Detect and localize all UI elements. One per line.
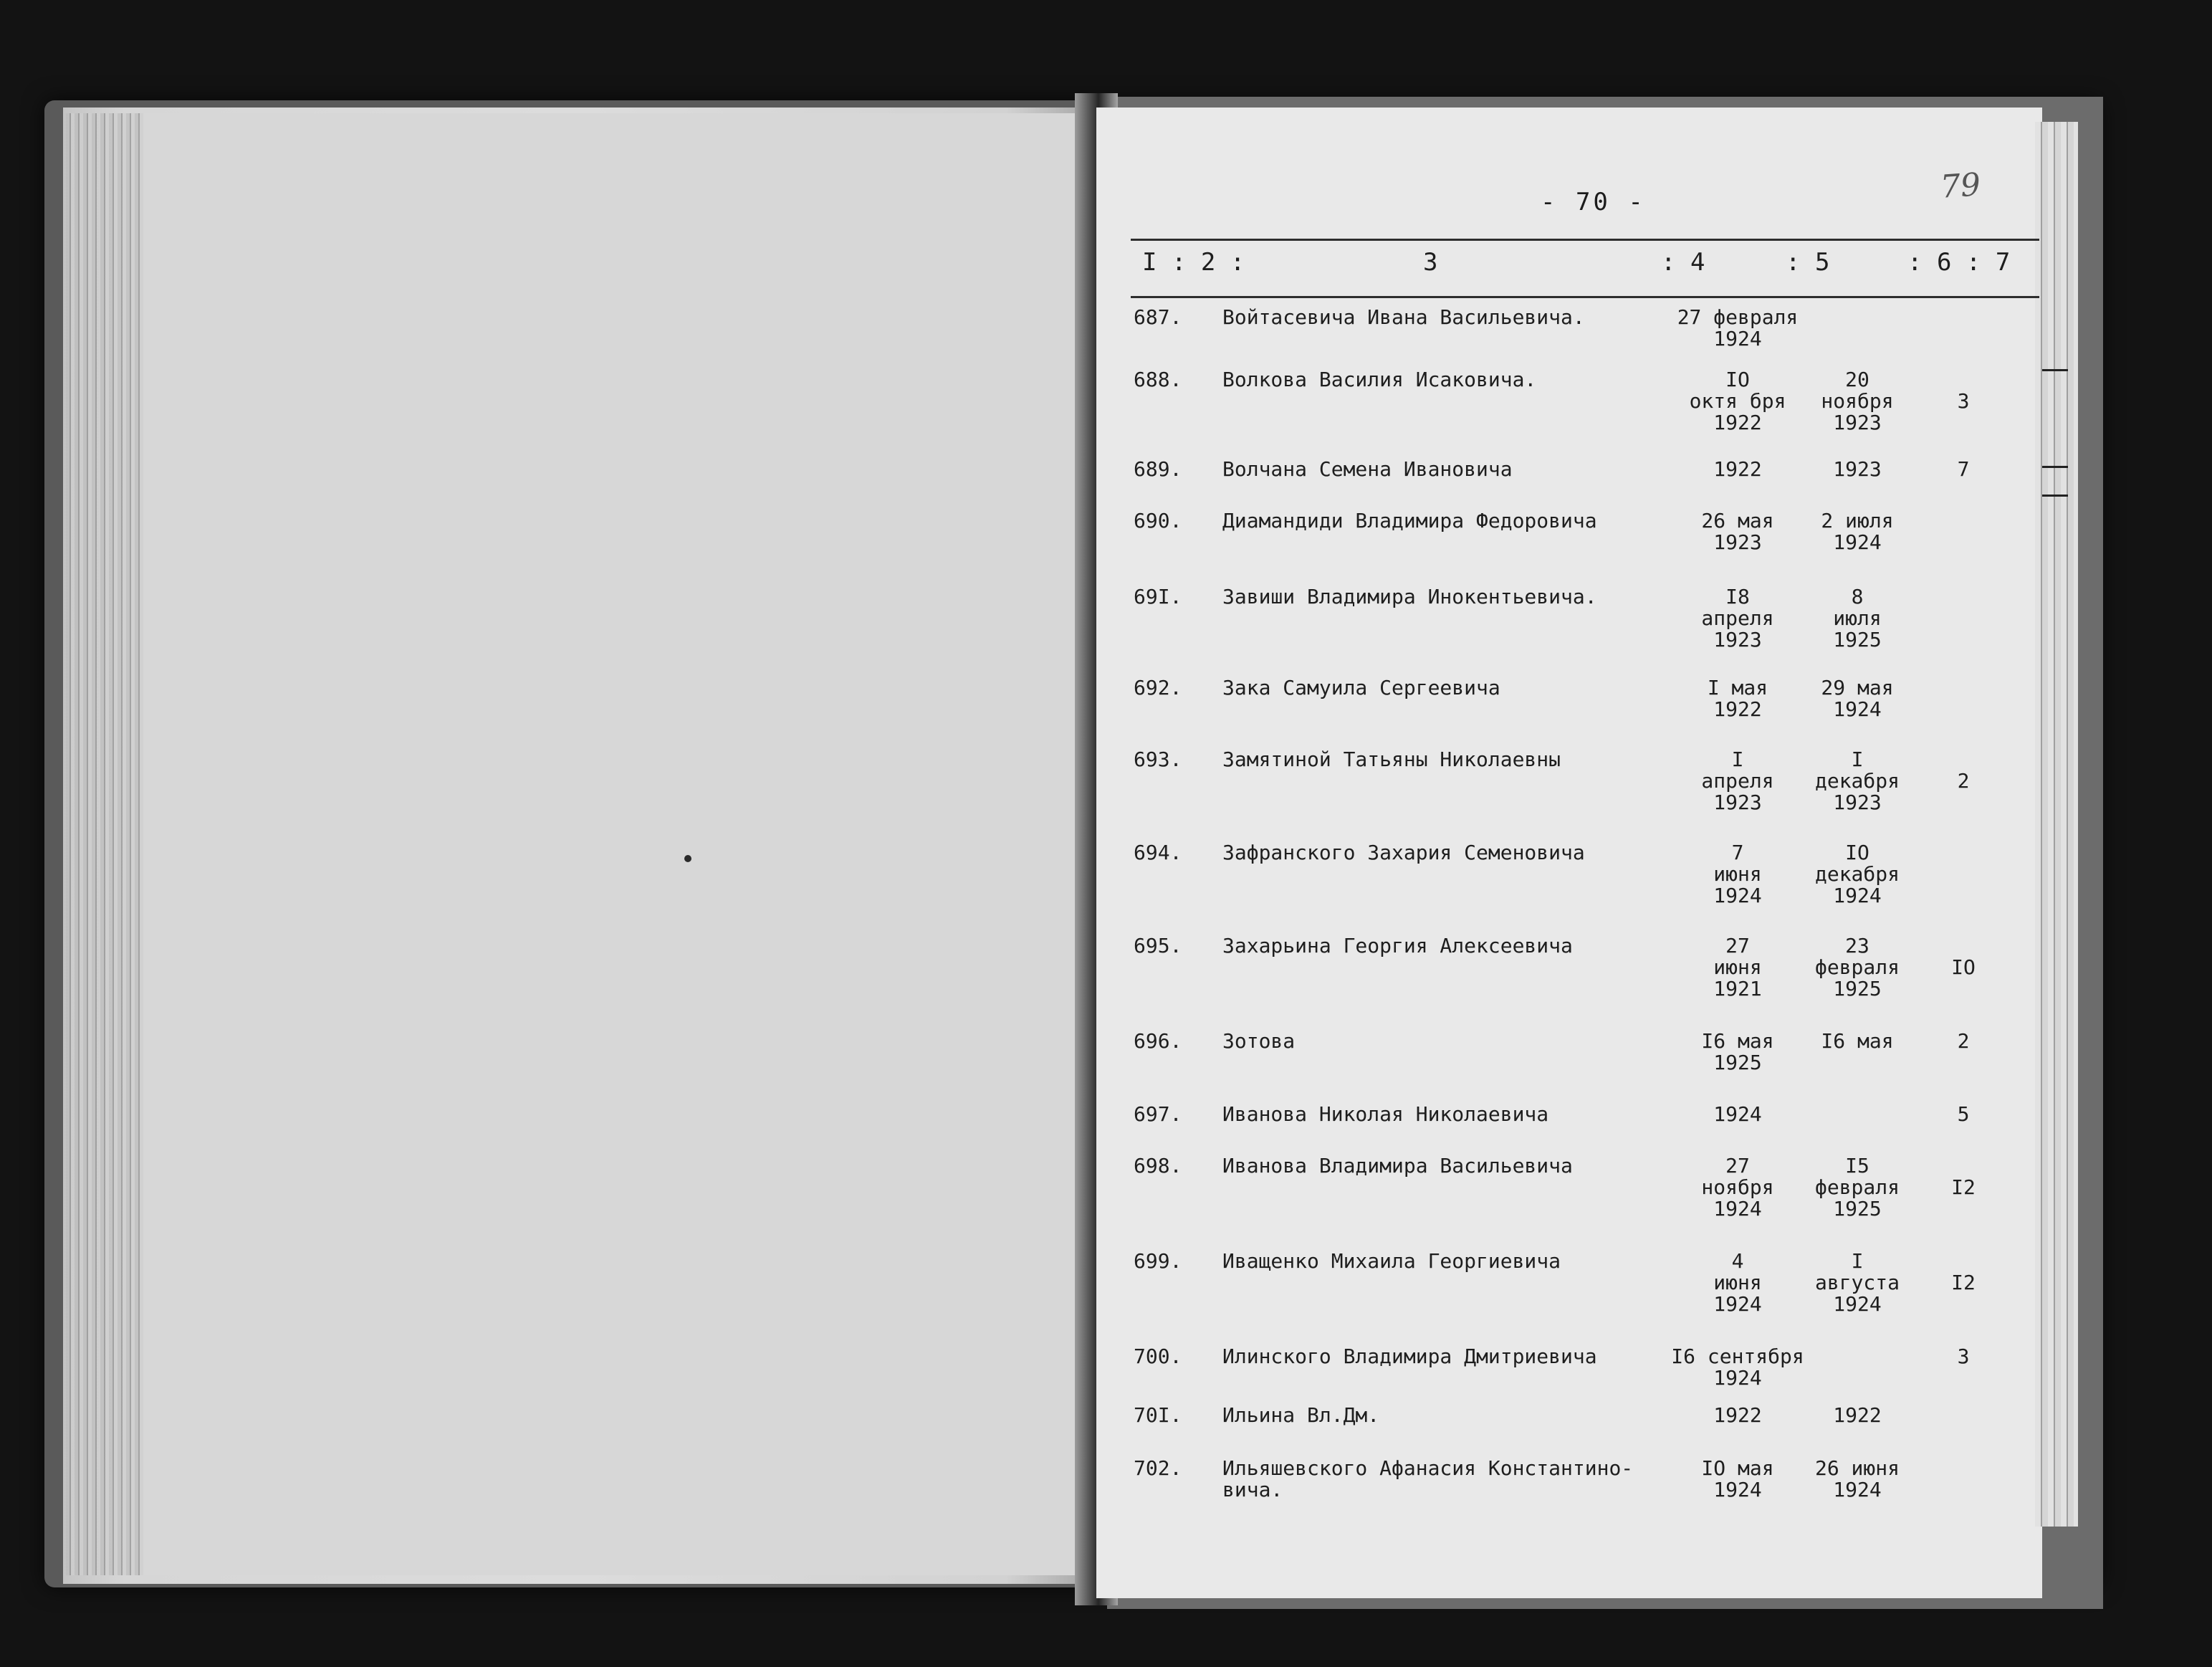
date-column-4-line: апреля <box>1701 606 1774 630</box>
record-number: 687. <box>1134 305 1182 329</box>
record-number: 689. <box>1134 457 1182 481</box>
date-column-4-line: I мая <box>1707 676 1768 699</box>
person-name <box>1222 1104 1548 1125</box>
person-name-line: Иванова Владимира Васильевича <box>1222 1154 1573 1178</box>
date-column-5-line: I5 <box>1845 1154 1869 1178</box>
person-name-line: Завиши Владимира Инокентьевича. <box>1222 585 1597 608</box>
date-column-5-line: 1924 <box>1833 1292 1882 1316</box>
date-column-5-line: 1925 <box>1833 1197 1882 1221</box>
date-column-5-line: I6 мая <box>1821 1029 1894 1053</box>
date-column-4-line: IO <box>1725 368 1750 391</box>
date-column-5-line: июля <box>1833 606 1882 630</box>
column-6-value: 7 <box>1957 457 1970 481</box>
record-number: 702. <box>1134 1456 1182 1480</box>
date-column-5 <box>1778 935 1936 1000</box>
date-column-5 <box>1778 459 1936 480</box>
person-name <box>1222 586 1597 608</box>
column-6-value: I2 <box>1951 1175 1976 1199</box>
record-number: 694. <box>1134 841 1182 864</box>
date-column-4-line: 1924 <box>1713 1292 1762 1316</box>
date-column-5-line: I <box>1851 1249 1864 1273</box>
left-page-edges <box>66 113 145 1575</box>
person-name-line: Зака Самуила Сергеевича <box>1222 676 1500 699</box>
date-column-5-line: 1923 <box>1833 790 1882 814</box>
date-column-4-line: 4 <box>1731 1249 1744 1273</box>
date-column-5-line: I <box>1851 747 1864 771</box>
date-column-4-line: 1923 <box>1713 530 1762 554</box>
right-page-edges <box>2035 122 2078 1527</box>
date-column-4-line: IO мая <box>1701 1456 1774 1480</box>
record-number: 696. <box>1134 1029 1182 1053</box>
person-name-line: Волчана Семена Ивановича <box>1222 457 1513 481</box>
date-column-5-line: августа <box>1814 1271 1900 1294</box>
record-number: 692. <box>1134 676 1182 699</box>
date-column-4-line: 1924 <box>1713 884 1762 907</box>
date-column-4-line: 26 мая <box>1701 509 1774 532</box>
column-header-1-2: I : 2 : <box>1142 248 1245 277</box>
column-6-value: 3 <box>1957 389 1970 413</box>
date-column-4-line: 1924 <box>1713 1478 1762 1501</box>
record-number: 693. <box>1134 747 1182 771</box>
date-column-5-line: февраля <box>1814 955 1900 979</box>
column-6-value: 3 <box>1957 1344 1970 1368</box>
person-name <box>1222 749 1561 770</box>
date-column-5 <box>1778 1155 1936 1220</box>
date-column-4-line: 1922 <box>1713 457 1762 481</box>
date-column-5 <box>1778 842 1936 907</box>
person-name <box>1222 935 1573 957</box>
date-column-5 <box>1778 510 1936 553</box>
date-column-5 <box>1778 1031 1936 1052</box>
column-6-value: I2 <box>1951 1271 1976 1294</box>
date-column-4-line: 27 <box>1725 1154 1750 1178</box>
date-column-5 <box>1778 677 1936 720</box>
record-number: 688. <box>1134 368 1182 391</box>
date-column-5 <box>1778 369 1936 434</box>
person-name-line: Илинского Владимира Дмитриевича <box>1222 1344 1597 1368</box>
date-column-5-line: 2 июля <box>1821 509 1894 532</box>
record-number: 70I. <box>1134 1403 1182 1427</box>
record-number: 699. <box>1134 1249 1182 1273</box>
date-column-5-line: IO <box>1845 841 1869 864</box>
person-name <box>1222 1405 1379 1426</box>
date-column-4-line: 1923 <box>1713 628 1762 651</box>
page-number: - 70 - <box>1541 188 1646 216</box>
column-header-5: : 5 <box>1786 248 1830 277</box>
date-column-5-line: 1923 <box>1833 457 1882 481</box>
folio-number: 79 <box>1939 166 1982 206</box>
date-column-4-line: I6 сентября <box>1671 1344 1804 1368</box>
date-column-4-line: 1922 <box>1713 1403 1762 1427</box>
date-column-4-line: 1923 <box>1713 790 1762 814</box>
date-column-5 <box>1778 1405 1936 1426</box>
date-column-5-line: февраля <box>1814 1175 1900 1199</box>
header-bottom-rule <box>1131 296 2039 298</box>
date-column-4-line: 27 февраля <box>1677 305 1799 329</box>
column-header-6-7: : 6 : 7 <box>1907 248 2011 277</box>
person-name-line: Войтасевича Ивана Васильевича. <box>1222 305 1585 329</box>
person-name-line: Иванова Николая Николаевича <box>1222 1102 1549 1126</box>
date-column-5-line: 29 мая <box>1821 676 1894 699</box>
date-column-5-line: 1924 <box>1833 530 1882 554</box>
date-column-5-line: 1924 <box>1833 1478 1882 1501</box>
header-top-rule <box>1131 239 2039 241</box>
date-column-5 <box>1778 1251 1936 1315</box>
date-column-4-line: 1921 <box>1713 977 1762 1000</box>
record-number: 69I. <box>1134 585 1182 608</box>
person-name <box>1222 369 1536 391</box>
person-name <box>1222 510 1597 532</box>
column-header-3: 3 <box>1423 248 1438 277</box>
date-column-4-line: 27 <box>1725 934 1750 957</box>
date-column-4-line: 7 <box>1731 841 1744 864</box>
date-column-4-line: 1924 <box>1713 327 1762 350</box>
person-name-line: Захарьина Георгия Алексеевича <box>1222 934 1573 957</box>
person-name-line: Иващенко Михаила Георгиевича <box>1222 1249 1561 1273</box>
column-6-value: 2 <box>1957 769 1970 793</box>
date-column-5 <box>1778 749 1936 813</box>
person-name-line: Ильяшевского Афанасия Константино- <box>1222 1456 1634 1480</box>
date-column-4-line: I <box>1731 747 1744 771</box>
date-column-5-line: 26 июня <box>1814 1456 1900 1480</box>
margin-mark <box>2042 369 2068 371</box>
date-column-5-line: декабря <box>1814 862 1900 886</box>
column-6-value: 2 <box>1957 1029 1970 1053</box>
date-column-4-line: 1922 <box>1713 411 1762 434</box>
person-name <box>1222 677 1500 699</box>
person-name <box>1222 1458 1633 1501</box>
column-6-value: IO <box>1951 955 1976 979</box>
date-column-5-line: 1925 <box>1833 977 1882 1000</box>
ink-spot <box>684 855 691 862</box>
margin-mark <box>2042 466 2068 468</box>
record-number: 698. <box>1134 1154 1182 1178</box>
date-column-4 <box>1641 1346 1834 1389</box>
record-number: 695. <box>1134 934 1182 957</box>
left-page-blank <box>143 113 1075 1575</box>
margin-mark <box>2042 495 2068 497</box>
column-6-value: 5 <box>1957 1102 1970 1126</box>
date-column-4-line: 1922 <box>1713 697 1762 721</box>
person-name-line: Замятиной Татьяны Николаевны <box>1222 747 1561 771</box>
date-column-5-line: 1924 <box>1833 884 1882 907</box>
person-name-line: Волкова Василия Исаковича. <box>1222 368 1537 391</box>
person-name-line: Ильина Вл.Дм. <box>1222 1403 1380 1427</box>
date-column-5-line: 1924 <box>1833 697 1882 721</box>
date-column-5-line: 1923 <box>1833 411 1882 434</box>
date-column-4-line: июня <box>1713 862 1762 886</box>
person-name <box>1222 1346 1597 1367</box>
date-column-5-line: 8 <box>1851 585 1864 608</box>
date-column-4 <box>1641 1104 1834 1125</box>
record-number: 700. <box>1134 1344 1182 1368</box>
person-name-line: Зотова <box>1222 1029 1296 1053</box>
date-column-4-line: 1925 <box>1713 1051 1762 1074</box>
date-column-5-line: ноября <box>1821 389 1894 413</box>
person-name <box>1222 1155 1573 1177</box>
date-column-5-line: 1925 <box>1833 628 1882 651</box>
person-name <box>1222 307 1585 328</box>
column-header-4: : 4 <box>1661 248 1705 277</box>
person-name-line: Зафранского Захария Семеновича <box>1222 841 1585 864</box>
date-column-4-line: 1924 <box>1713 1102 1762 1126</box>
record-number: 690. <box>1134 509 1182 532</box>
person-name <box>1222 459 1513 480</box>
date-column-4-line: апреля <box>1701 769 1774 793</box>
person-name-line: Диамандиди Владимира Федоровича <box>1222 509 1597 532</box>
date-column-5 <box>1778 586 1936 651</box>
date-column-5-line: декабря <box>1814 769 1900 793</box>
date-column-4-line: I6 мая <box>1701 1029 1774 1053</box>
date-column-4-line: 1924 <box>1713 1366 1762 1390</box>
date-column-4-line: I8 <box>1725 585 1750 608</box>
date-column-4-line: июня <box>1713 955 1762 979</box>
date-column-4 <box>1641 307 1834 350</box>
date-column-5-line: 1922 <box>1833 1403 1882 1427</box>
date-column-4-line: октя бря <box>1689 389 1786 413</box>
date-column-5-line: 20 <box>1845 368 1869 391</box>
record-number: 697. <box>1134 1102 1182 1126</box>
date-column-4-line: 1924 <box>1713 1197 1762 1221</box>
date-column-4-line: июня <box>1713 1271 1762 1294</box>
date-column-4-line: ноября <box>1701 1175 1774 1199</box>
person-name <box>1222 842 1585 864</box>
person-name <box>1222 1251 1561 1272</box>
person-name-line: вича. <box>1222 1478 1283 1501</box>
person-name <box>1222 1031 1295 1052</box>
date-column-5 <box>1778 1458 1936 1501</box>
date-column-5-line: 23 <box>1845 934 1869 957</box>
